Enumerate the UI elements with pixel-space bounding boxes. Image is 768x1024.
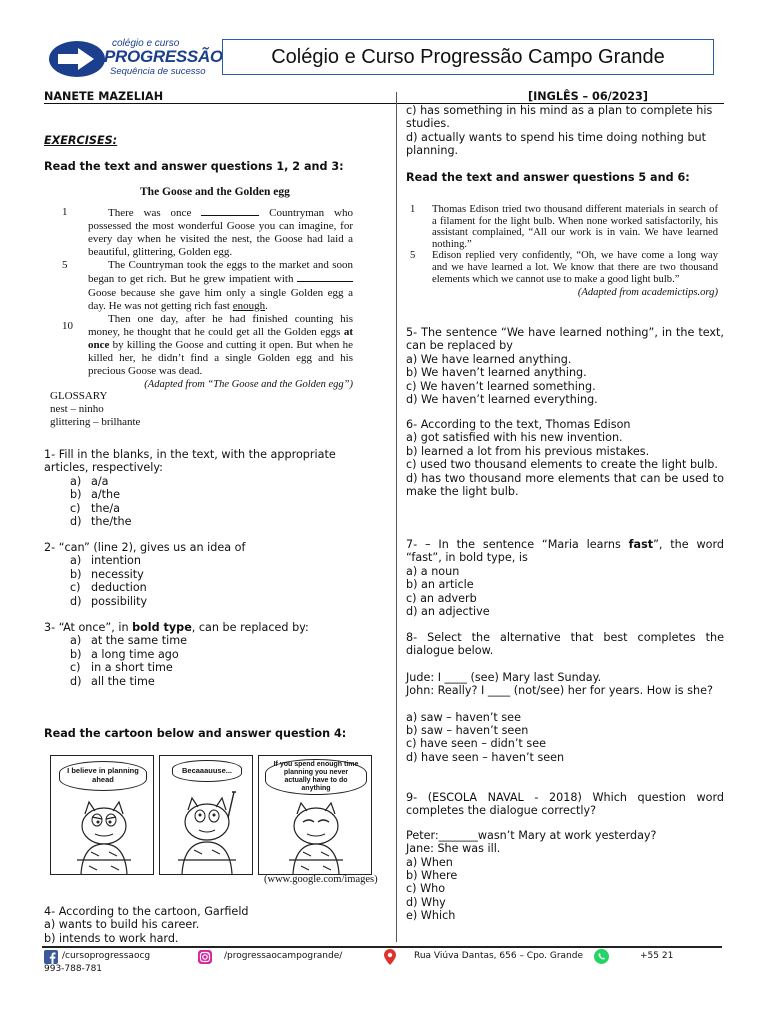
whatsapp-icon — [594, 949, 609, 964]
garfield-icon — [281, 800, 351, 874]
footer-rule — [42, 946, 722, 948]
subject-date: [INGLÊS – 06/2023] — [528, 90, 648, 103]
blank-2 — [297, 272, 353, 282]
question-4-text: 4- According to the cartoon, Garfield — [44, 905, 249, 918]
line-number: 1 — [62, 206, 68, 218]
option[interactable]: c) used two thousand elements to create the light bulb. — [406, 458, 718, 472]
edison-paragraph: Edison replied very confidently, “Oh, we have come a long way and we have learned a lot. We know that there are two thousand elements which we cannot use to make a good light bulb.” — [432, 250, 718, 285]
cartoon-source: (www.google.com/images) — [264, 874, 378, 885]
edison-text — [410, 204, 718, 299]
exercises-label: EXERCISES: — [44, 134, 118, 147]
glossary — [50, 390, 140, 429]
option[interactable]: b) saw – haven’t seen — [406, 724, 529, 738]
phone-part-1[interactable]: +55 21 — [640, 951, 674, 961]
question-4 — [44, 905, 374, 945]
story-paragraph: There was once Countryman who possessed the most wonderful Goose you can imagine, for every day when he visited the nest, the Goose had laid a beautiful, glittering, Golden egg. — [88, 207, 353, 259]
option[interactable]: d) possibility — [70, 594, 148, 608]
instagram-handle[interactable]: /progressaocampogrande/ — [224, 951, 343, 961]
option[interactable]: d) an adjective — [406, 605, 490, 619]
story-paragraph: The Countryman took the eggs to the market and soon began to get rich. But he grew impatient with Goose because she gave him only a single Golden egg a day. He was not getting rich fast enough. — [88, 259, 353, 312]
line-number: 10 — [62, 320, 73, 332]
question-7-text: 7- – In the sentence “Maria learns fast”, the word “fast”, in bold type, is — [406, 538, 724, 565]
glossary-item: glittering – brilhante — [50, 416, 141, 429]
instruction-q4: Read the cartoon below and answer question 4: — [44, 727, 347, 740]
instagram-icon — [198, 950, 212, 964]
question-3-text: 3- “At once”, in bold type, can be replaced by: — [44, 621, 309, 634]
cartoon-panel-3 — [258, 755, 372, 875]
option[interactable]: b) necessity — [70, 567, 144, 581]
option[interactable]: b) learned a lot from his previous mistakes. — [406, 444, 650, 458]
dialogue-line: Peter:_______wasn’t Mary at work yesterday? — [406, 828, 657, 842]
option[interactable]: c) in a short time — [70, 661, 173, 675]
question-8 — [406, 631, 724, 764]
teacher-name: NANETE MAZELIAH — [44, 90, 164, 103]
speech-bubble: I believe in planning ahead — [59, 761, 147, 791]
option[interactable]: e) Which — [406, 909, 456, 923]
glossary-title: GLOSSARY — [50, 390, 108, 402]
option[interactable]: b) a/the — [70, 488, 120, 502]
school-title: Colégio e Curso Progressão Campo Grande — [222, 39, 714, 75]
story-text — [62, 206, 354, 391]
option[interactable]: c) has something in his mind as a plan to complete his studies. — [406, 104, 713, 131]
story-title: The Goose and the Golden egg — [140, 186, 290, 198]
line-number: 1 — [410, 204, 416, 215]
question-9 — [406, 791, 724, 923]
address: Rua Viúva Dantas, 656 – Cpo. Grande — [414, 951, 584, 961]
option[interactable]: b) We haven’t learned anything. — [406, 366, 587, 380]
option[interactable]: b) an article — [406, 578, 474, 592]
question-6-text: 6- According to the text, Thomas Edison — [406, 418, 631, 431]
option[interactable]: c) the/a — [70, 501, 120, 515]
dialogue-line: John: Really? I ____ (not/see) her for years. How is she? — [406, 684, 713, 698]
question-2-options — [44, 554, 362, 608]
dialogue-line: Jane: She was ill. — [406, 842, 501, 856]
option[interactable]: a) at the same time — [70, 634, 188, 648]
option[interactable]: b) a long time ago — [70, 647, 179, 661]
question-7 — [406, 538, 724, 618]
option[interactable]: d) the/the — [70, 515, 132, 529]
question-2 — [44, 541, 362, 608]
question-4-continued — [406, 104, 724, 158]
question-1-options — [44, 475, 362, 529]
garfield-icon — [172, 788, 242, 874]
cartoon-panel-1 — [50, 755, 154, 875]
option[interactable]: a) got satisfied with his new invention. — [406, 431, 623, 445]
location-pin-icon — [384, 949, 396, 965]
option[interactable]: d) We haven’t learned everything. — [406, 393, 598, 407]
option[interactable]: c) We haven’t learned something. — [406, 379, 596, 393]
option[interactable]: a) We have learned anything. — [406, 352, 572, 366]
question-5-text: 5- The sentence “We have learned nothing”, in the text, can be replaced by — [406, 326, 724, 353]
story-source: (Adapted from “The Goose and the Golden egg”) — [144, 379, 353, 391]
option[interactable]: c) an adverb — [406, 591, 477, 605]
instruction-q1-3: Read the text and answer questions 1, 2 and 3: — [44, 160, 344, 173]
question-1 — [44, 448, 362, 528]
facebook-icon — [44, 950, 58, 964]
option[interactable]: d) has two thousand more elements that can be used to make the light bulb. — [406, 471, 724, 499]
option[interactable]: d) have seen – haven’t seen — [406, 750, 565, 764]
logo-line2: PROGRESSÃO — [104, 47, 223, 66]
question-5 — [406, 326, 724, 406]
option[interactable]: d) actually wants to spend his time doing nothing but planning. — [406, 130, 707, 158]
column-divider — [396, 92, 397, 942]
option[interactable]: d) Why — [406, 895, 446, 909]
line-number: 5 — [410, 250, 416, 261]
glossary-item: nest – ninho — [50, 403, 104, 416]
garfield-cartoon — [50, 755, 372, 875]
dialogue-line: Jude: I ____ (see) Mary last Sunday. — [406, 670, 602, 684]
option[interactable]: a) a noun — [406, 564, 460, 578]
option[interactable]: b) Where — [406, 869, 458, 883]
line-number: 5 — [62, 259, 68, 271]
option[interactable]: a) saw – haven’t see — [406, 710, 521, 724]
option[interactable]: c) have seen – didn’t see — [406, 737, 546, 751]
option[interactable]: b) intends to work hard. — [44, 931, 179, 945]
story-paragraph: Then one day, after he had finished counting his money, he thought that he could get all the Golden eggs at once by killing the Goose and cutting it open. But when he killed her, he didn’t find a single Golden egg and his precious Goose was dead. — [88, 312, 354, 378]
question-8-text: 8- Select the alternative that best completes the dialogue below. — [406, 631, 724, 658]
option[interactable]: d) all the time — [70, 674, 155, 688]
question-9-text: 9- (ESCOLA NAVAL - 2018) Which question word completes the dialogue correctly? — [406, 791, 724, 818]
phone-part-2[interactable]: 993-788-781 — [44, 964, 103, 974]
option[interactable]: a) a/a — [70, 474, 109, 488]
facebook-handle[interactable]: /cursoprogressaocg — [62, 951, 151, 961]
speech-bubble: If you spend enough time planning you never actually have to do anything — [265, 759, 367, 795]
question-2-text: 2- “can” (line 2), gives us an idea of — [44, 541, 246, 554]
option[interactable]: a) wants to build his career. — [44, 918, 200, 932]
edison-paragraph: Thomas Edison tried two thousand different materials in search of a filament for the light bulb. When none worked satisfactorily, his assistant complained, “All our work is in vain. We have learned nothing.” — [432, 204, 718, 250]
question-6 — [406, 418, 724, 498]
edison-source: (Adapted from academictips.org) — [577, 287, 718, 299]
instruction-q5-6: Read the text and answer questions 5 and 6: — [406, 171, 690, 184]
option[interactable]: c) Who — [406, 882, 446, 896]
question-3 — [44, 621, 362, 688]
logo-line1: colégio e curso — [112, 38, 180, 49]
option[interactable]: c) deduction — [70, 581, 147, 595]
question-3-options — [44, 634, 362, 688]
logo-line3: Sequência de sucesso — [110, 66, 206, 77]
blank-1 — [201, 206, 259, 216]
speech-bubble: Becaaauuse... — [172, 760, 242, 782]
option[interactable]: a) When — [406, 855, 453, 869]
cartoon-panel-2 — [159, 755, 253, 875]
garfield-icon — [69, 796, 139, 874]
progressao-logo-icon — [48, 40, 106, 78]
question-1-text: 1- Fill in the blanks, in the text, with the appropriate articles, respectively: — [44, 448, 336, 475]
option[interactable]: a) intention — [70, 554, 141, 568]
